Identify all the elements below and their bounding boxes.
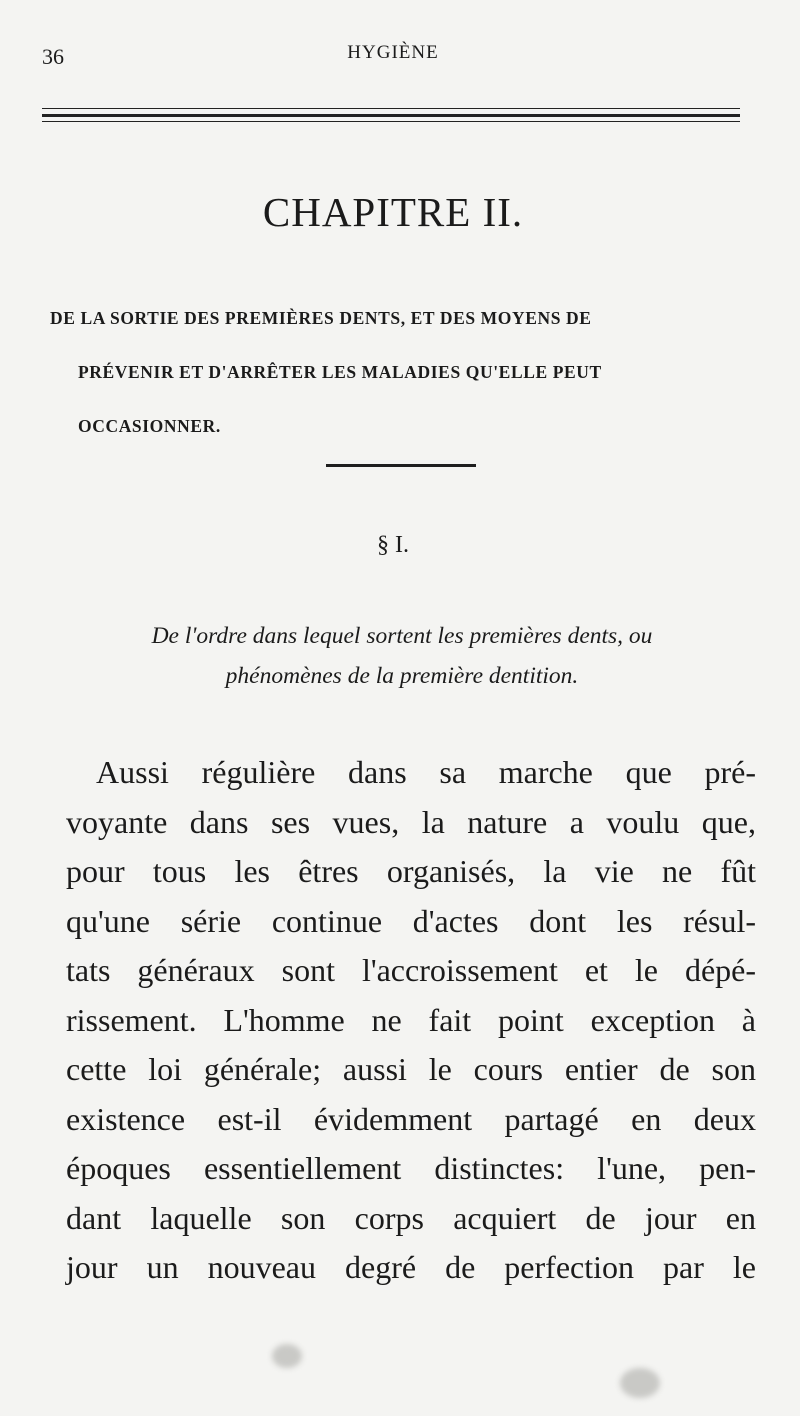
header-rule	[42, 108, 740, 124]
body-line: jour un nouveau degré de perfection par le	[66, 1249, 756, 1285]
section-mark: § I.	[377, 532, 409, 558]
ink-smudge	[620, 1368, 660, 1398]
chapter-subtitle	[50, 291, 740, 453]
page-number: 36	[42, 44, 64, 69]
chapter-subtitle-line: PRÉVENIR ET D'ARRÊTER LES MALADIES QU'ELLE PEUT	[78, 362, 602, 382]
body-line: époques essentiellement distinctes: l'une, pen-	[66, 1150, 756, 1186]
body-line: pour tous les êtres organisés, la vie ne fût	[66, 853, 756, 889]
body-paragraph	[66, 748, 756, 1293]
chapter-title: CHAPITRE II.	[262, 189, 524, 235]
body-line: cette loi générale; aussi le cours entier de son	[66, 1051, 756, 1087]
section-divider	[326, 464, 476, 467]
section-heading-line: De l'ordre dans lequel sortent les premières dents, ou	[151, 623, 653, 649]
section-heading-line: phénomènes de la première dentition.	[225, 663, 579, 689]
body-line: voyante dans ses vues, la nature a voulu que,	[66, 803, 756, 840]
chapter-subtitle-line: OCCASIONNER.	[78, 416, 221, 436]
body-line: dant laquelle son corps acquiert de jour en	[66, 1199, 756, 1236]
body-line: existence est-il évidemment partagé en deux	[66, 1100, 756, 1137]
body-line: Aussi régulière dans sa marche que pré-	[96, 754, 756, 790]
body-line: rissement. L'homme ne fait point exception à	[66, 1001, 756, 1038]
running-head: HYGIÈNE	[347, 42, 439, 63]
chapter-subtitle-line: DE LA SORTIE DES PREMIÈRES DENTS, ET DES MOYENS DE	[50, 308, 592, 328]
section-heading	[56, 616, 748, 696]
ink-smudge	[272, 1344, 302, 1368]
body-line: tats généraux sont l'accroissement et le dépé-	[66, 952, 756, 988]
body-line: qu'une série continue d'actes dont les résul-	[66, 902, 756, 939]
